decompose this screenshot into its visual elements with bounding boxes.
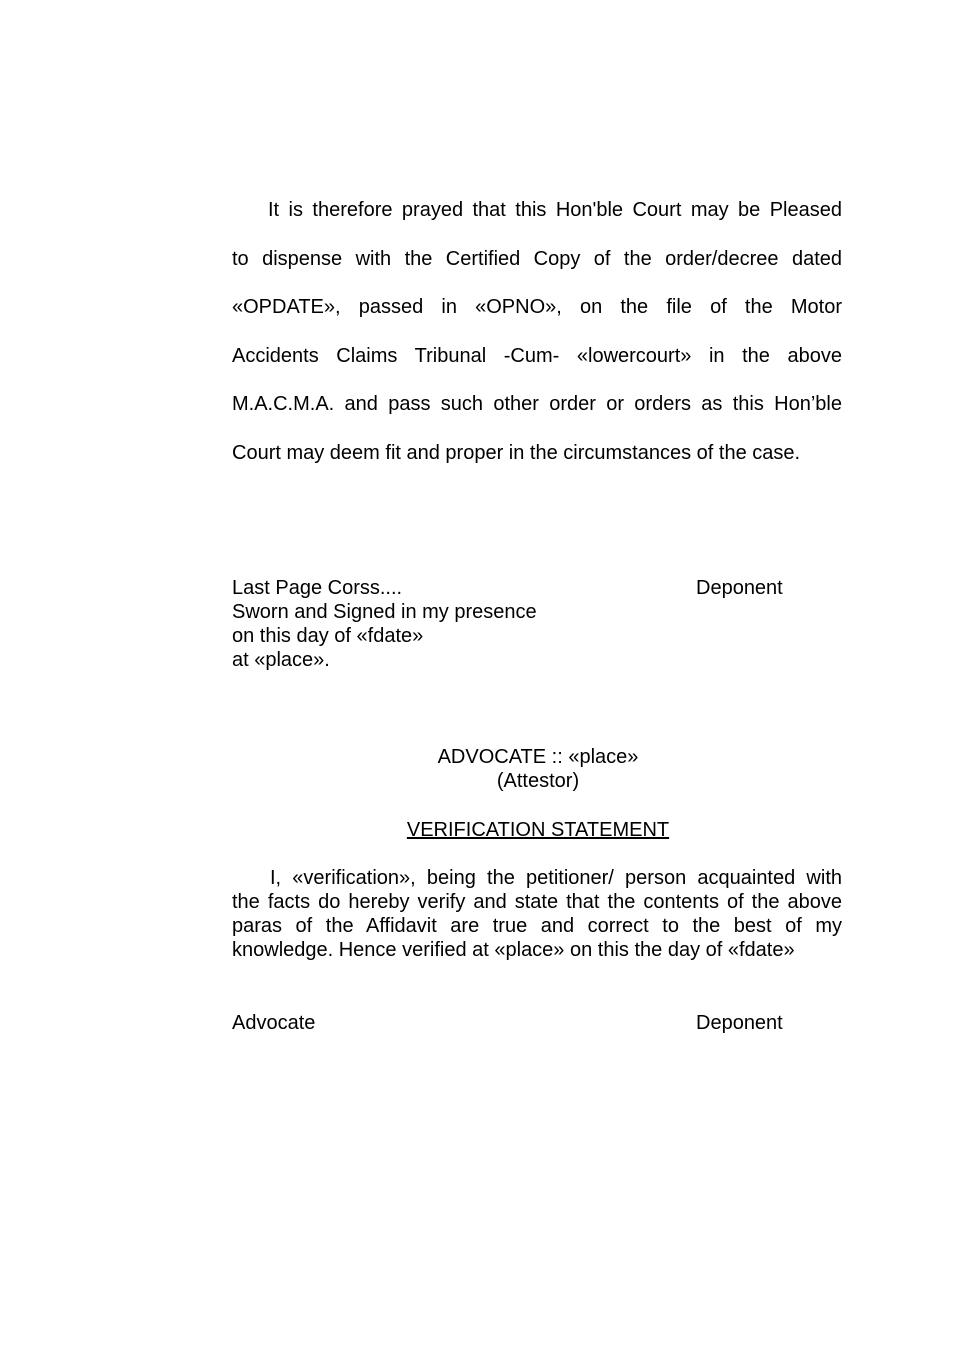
prayer-line: M.A.C.M.A. and pass such other order or orders as this Hon’ble: [232, 393, 842, 415]
attestor-subtitle: (Attestor): [496, 770, 580, 792]
prayer-line: It is therefore prayed that this Hon'ble Court may be Pleased: [268, 199, 842, 221]
prayer-line: Accidents Claims Tribunal -Cum- «lowercourt» in the above: [232, 344, 842, 367]
verification-heading: VERIFICATION STATEMENT: [406, 819, 670, 841]
prayer-line: «OPDATE», passed in «OPNO», on the file of the Motor: [232, 296, 842, 318]
sworn-line: at «place».: [232, 649, 330, 671]
prayer-paragraph: [232, 186, 842, 477]
verification-line: knowledge. Hence verified at «place» on this the day of «fdate»: [232, 939, 795, 961]
attestor-title: ADVOCATE :: «place»: [437, 746, 639, 768]
sworn-block: [232, 576, 652, 672]
deponent-signature-label: Deponent: [696, 1012, 783, 1034]
prayer-line: to dispense with the Certified Copy of the order/decree dated: [232, 247, 842, 270]
attestor-block: [338, 745, 738, 793]
verification-line: paras of the Affidavit are true and correct to the best of my: [232, 915, 842, 937]
advocate-signature-label: Advocate: [232, 1012, 316, 1034]
verification-line: I, «verification», being the petitioner/ person acquainted with: [270, 867, 842, 889]
deponent-label-top: Deponent: [696, 577, 783, 599]
verification-line: the facts do hereby verify and state that the contents of the above: [232, 891, 842, 913]
sworn-line: Sworn and Signed in my presence: [232, 601, 537, 623]
sworn-line: Last Page Corss....: [232, 577, 403, 599]
prayer-line: Court may deem fit and proper in the circumstances of the case.: [232, 441, 801, 464]
sworn-line: on this day of «fdate»: [232, 625, 424, 647]
verification-paragraph: [232, 866, 842, 962]
